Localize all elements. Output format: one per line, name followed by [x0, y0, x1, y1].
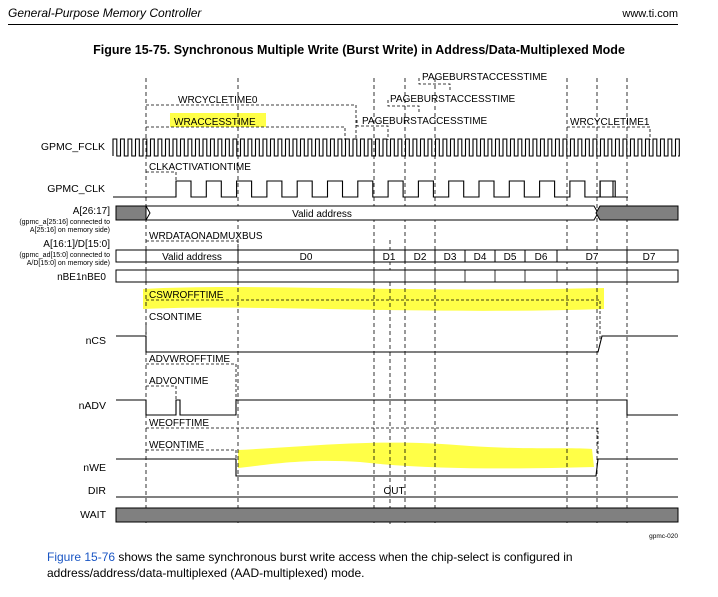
- nadv-wave: [116, 400, 678, 415]
- signal-label-ncs: nCS: [85, 335, 106, 347]
- data-word-label: D0: [299, 252, 313, 263]
- wraccesstime-bracket: [146, 127, 345, 140]
- data-word-label: D7: [642, 252, 656, 263]
- data-word-label: D3: [443, 252, 457, 263]
- data-word-label: D6: [534, 252, 548, 263]
- header-site-url[interactable]: www.ti.com: [622, 8, 678, 20]
- signal-label-nbe: nBE1nBE0: [57, 272, 106, 283]
- clk-wave: [113, 181, 628, 197]
- signal-label-a-sub1: (gpmc_a[25:16] connected to: [19, 219, 110, 226]
- label-wraccesstime: WRACCESSTIME: [174, 117, 256, 128]
- a-bus-valid: [146, 206, 598, 220]
- signal-label-nwe: nWE: [83, 462, 106, 474]
- signal-label-nadv: nADV: [78, 400, 106, 412]
- label-advwrofftime: ADVWROFFTIME: [149, 354, 231, 365]
- label-pageburst-3: PAGEBURSTACCESSTIME: [362, 116, 488, 127]
- header-section-title: General-Purpose Memory Controller: [8, 6, 202, 20]
- signal-label-a: A[26:17]: [72, 206, 110, 217]
- weontime-highlight: [238, 443, 594, 469]
- signal-label-a-sub2: A[25:16] on memory side): [29, 227, 110, 234]
- fclk-wave: [113, 139, 679, 156]
- label-advontime: ADVONTIME: [149, 376, 209, 387]
- signal-label-ad: A[16:1]/D[15:0]: [43, 239, 110, 250]
- label-wrcycletime1: WRCYCLETIME1: [570, 117, 650, 128]
- label-wrcycletime0: WRCYCLETIME0: [178, 95, 258, 106]
- data-word-label: D1: [382, 252, 396, 263]
- signal-label-fclk: GPMC_FCLK: [40, 141, 105, 153]
- data-word-label: D4: [473, 252, 487, 263]
- signal-label-clk: GPMC_CLK: [47, 183, 105, 195]
- footer-body-text: shows the same synchronous burst write access when the chip-select is configured in address/address/data-multiplexed (AAD-multiplexed) mode.: [47, 550, 573, 580]
- label-pageburst-1: PAGEBURSTACCESSTIME: [422, 72, 548, 83]
- data-word-label: D5: [503, 252, 517, 263]
- weontime-bracket: [146, 450, 236, 466]
- label-weontime: WEONTIME: [149, 440, 204, 451]
- figure-title: Figure 15-75. Synchronous Multiple Write (Burst Write) in Address/Data-Multiplexed Mode: [93, 43, 625, 57]
- a-bus-idle-left: [116, 206, 146, 220]
- label-clkactivationtime: CLKACTIVATIONTIME: [149, 162, 251, 173]
- dir-out-label: OUT: [383, 486, 405, 497]
- signal-label-ad-sub1: (gpmc_ad[15:0] connected to: [19, 252, 110, 259]
- advontime-bracket: [146, 386, 176, 400]
- label-csontime: CSONTIME: [149, 312, 202, 323]
- figure-link[interactable]: Figure 15-76: [47, 550, 116, 564]
- signal-label-wait: WAIT: [80, 509, 106, 521]
- wait-bus: [116, 508, 678, 522]
- ncs-wave: [116, 336, 678, 352]
- figure-id-label: gpmc-020: [649, 533, 678, 540]
- a-valid-label: Valid address: [292, 209, 352, 220]
- label-pageburst-2: PAGEBURSTACCESSTIME: [390, 94, 516, 105]
- ad-bus-idle-left: [116, 250, 146, 262]
- signal-label-ad-sub2: A/D[15:0] on memory side): [26, 260, 110, 267]
- data-word-label: D7: [585, 252, 599, 263]
- wrcycletime1-bracket: [567, 127, 650, 140]
- data-word-label: D2: [413, 252, 427, 263]
- label-wrdataonadmuxbus: WRDATAONADMUXBUS: [149, 231, 263, 242]
- signal-label-dir: DIR: [87, 485, 106, 497]
- clkactivation-bracket: [146, 172, 176, 183]
- ad-valid-label: Valid address: [162, 252, 222, 263]
- a-bus-idle-right: [596, 206, 678, 220]
- label-cswrofftime: CSWROFFTIME: [149, 290, 224, 301]
- nbe-bus: [116, 270, 678, 282]
- footer-paragraph: [47, 549, 687, 581]
- label-weofftime: WEOFFTIME: [149, 418, 209, 429]
